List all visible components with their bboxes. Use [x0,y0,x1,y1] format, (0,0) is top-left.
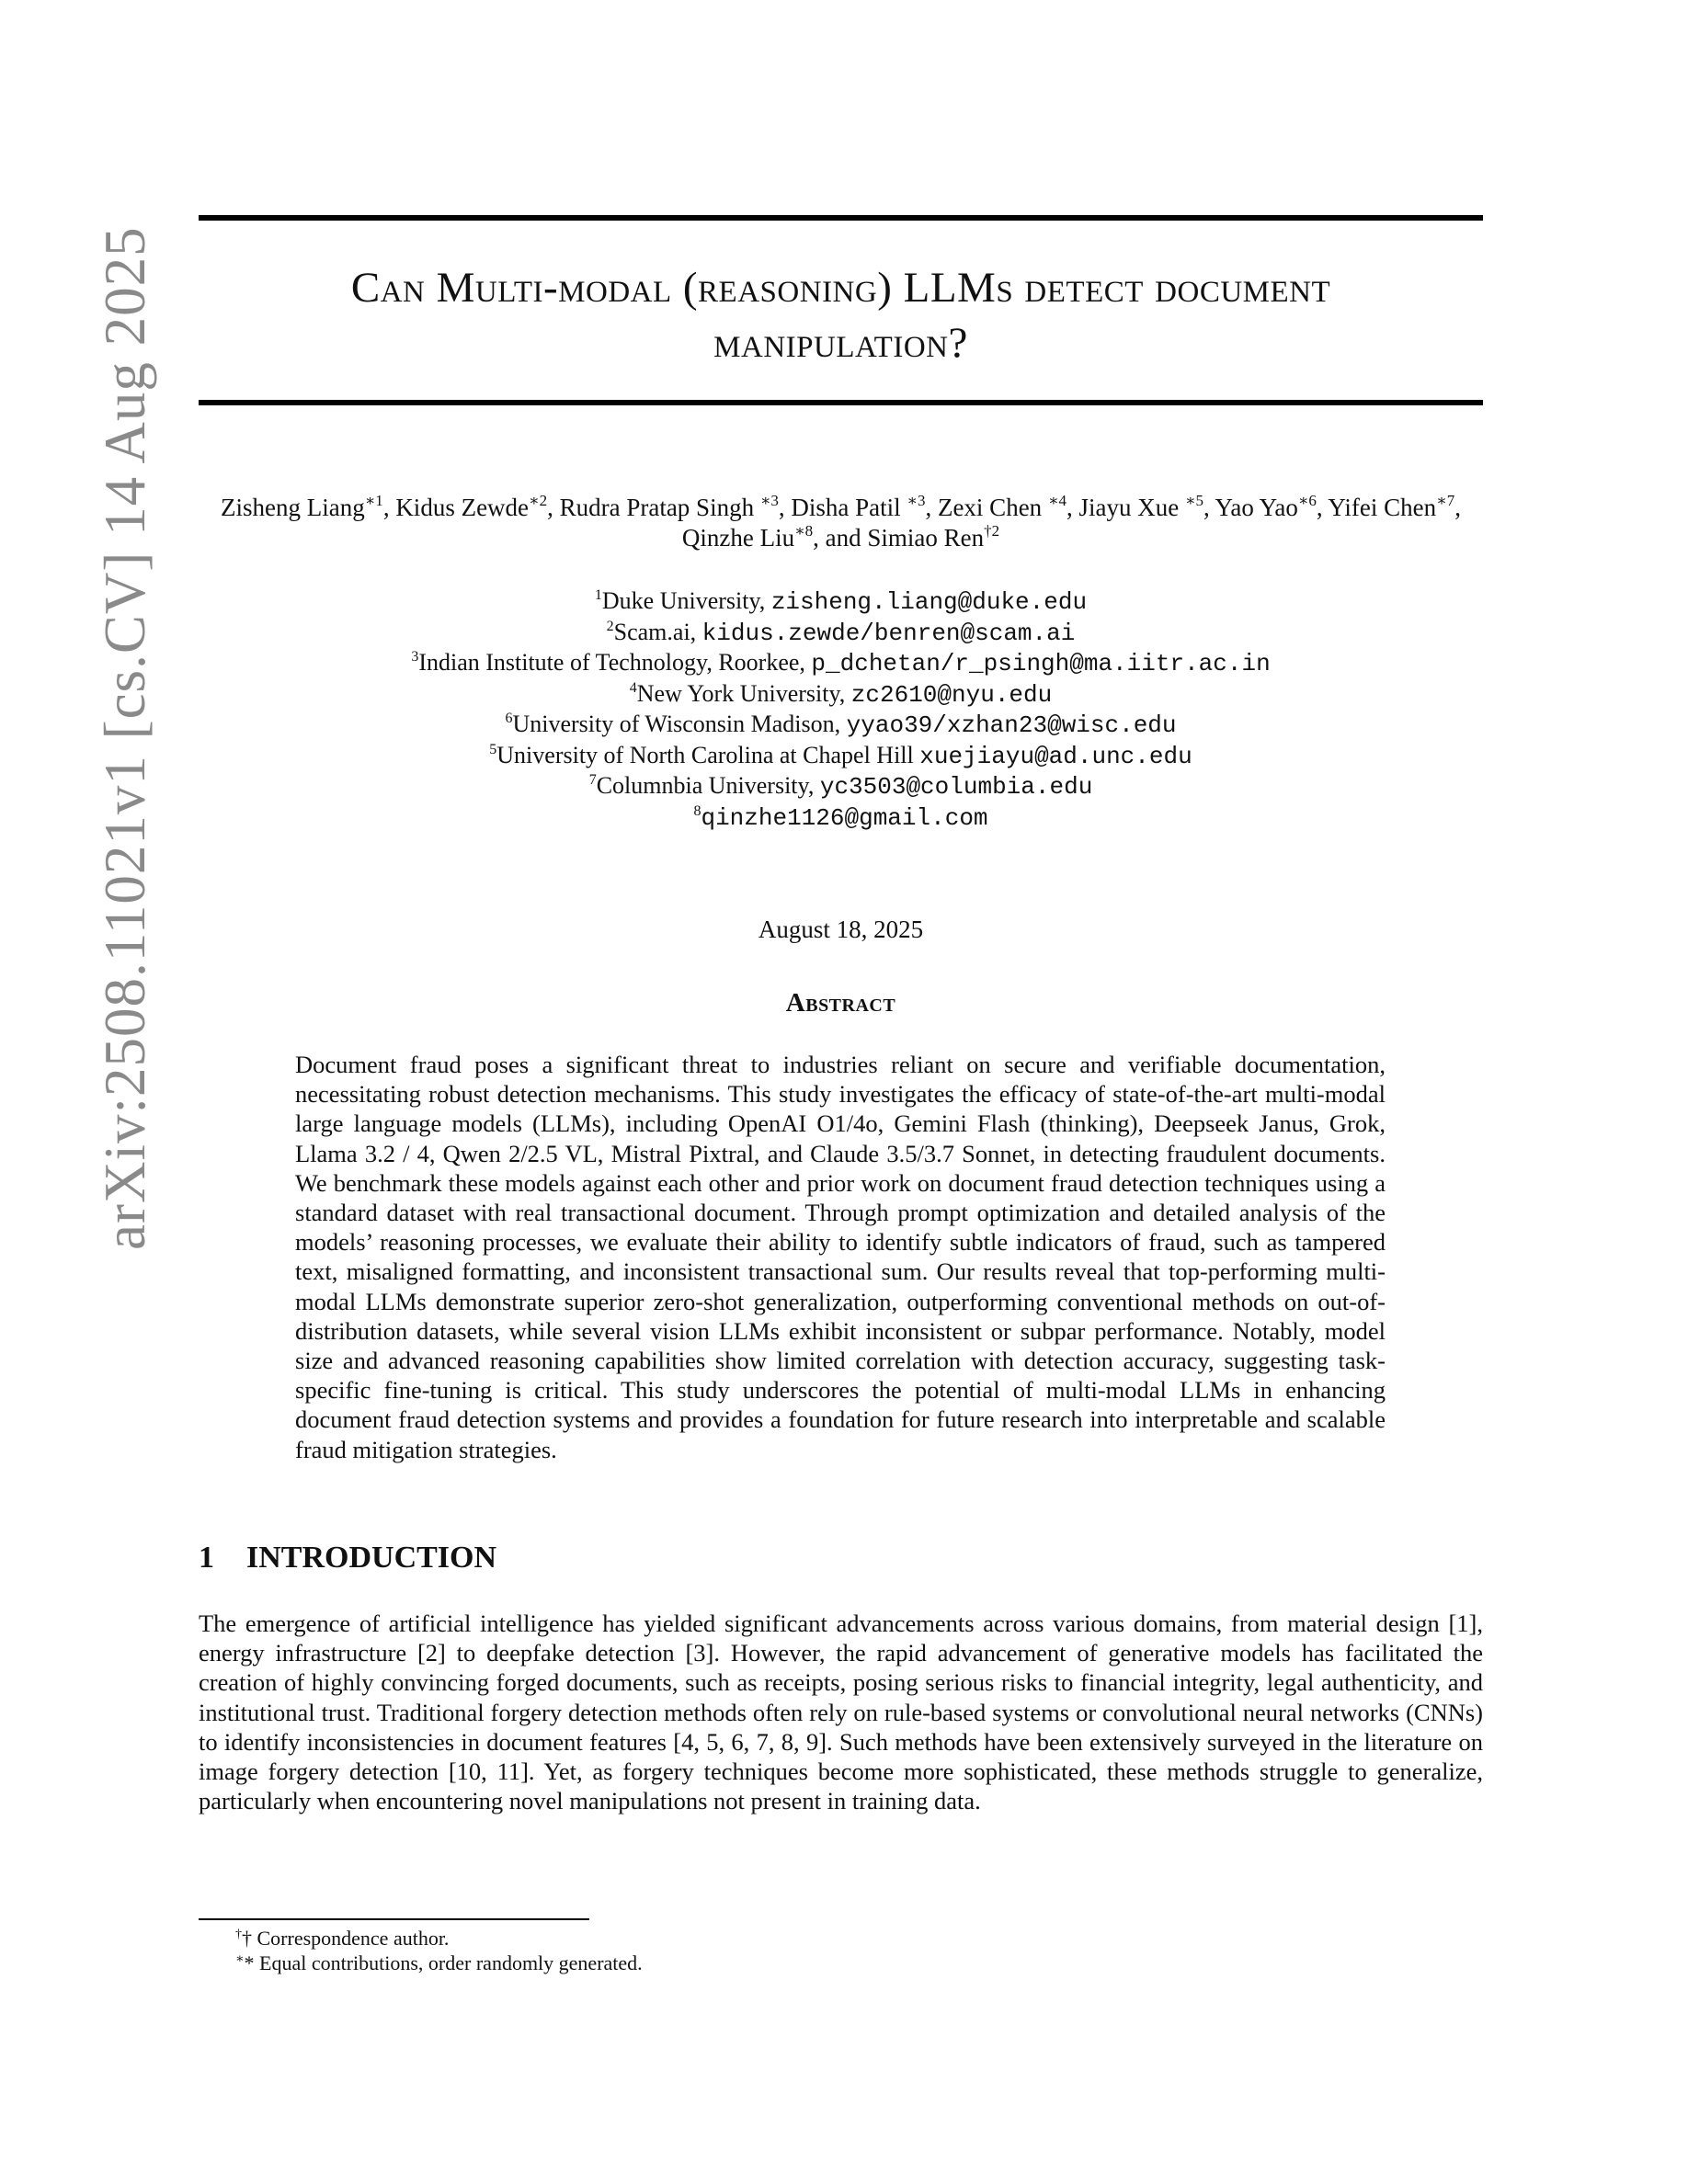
footnote-divider [199,1918,589,1920]
affiliation-item: $^1$Duke University, zisheng.liang@duke.edu [594,587,1088,616]
abstract-text: Document fraud poses a significant threat to industries reliant on secure and verifiable documentation, necessitating robust detection mechanisms. This study investigates the efficacy of state-of-the-art multi-modal large language models (LLMs), including OpenAI O1/4o, Gemini Flash (thinking), Deepseek Janus, Grok, Llama 3.2 / 4, Qwen 2/2.5 VL, Mistral Pixtral, and Claude 3.5/3.7 Sonnet, in detecting fraudulent documents. We benchmark these models against each other and prior work on document fraud detection techniques using a standard dataset with real transactional document. Through prompt optimization and detailed analysis of the models’ reasoning processes, we evaluate their ability to identify subtle indicators of fraud, such as tampered text, misaligned formatting, and inconsistent transactional sum. Our results reveal that top-performing multi-modal LLMs demonstrate superior zero-shot generalization, outperforming conventional methods on out-of-distribution datasets, while several vision LLMs exhibit inconsistent or subpar performance. Notably, model size and advanced reasoning capabilities show limited correlation with detection accuracy, suggesting task-specific fine-tuning is critical. This study underscores the potential of multi-modal LLMs in enhancing document fraud detection systems and provides a foundation for future research into interpretable and scalable fraud mitigation strategies. [295,1051,1386,1463]
abstract-heading: Abstract [785,988,896,1018]
paper-title [199,260,1483,370]
title-rule-bottom [199,400,1483,405]
author: Kidus Zewde$^{∗2}$, [395,492,560,521]
footnote-item: †† Correspondence author. [235,1927,450,1950]
author: Yifei Chen$^{∗7}$, [1328,492,1461,521]
section-heading [199,1541,496,1575]
affiliation-item: $^3$Indian Institute of Technology, Roorkee, p_dchetan/r_psingh@ma.iitr.ac.in [411,649,1271,677]
email-link[interactable]: zisheng.liang@duke.edu [770,588,1088,616]
affiliation-item: $^2$Scam.ai, kidus.zewde/benren@scam.ai [606,618,1076,647]
author: Zisheng Liang$^{∗1}$, [221,492,396,521]
author: Simiao Ren$^{\dagger 2}$ [867,522,1000,552]
section-number: 1 [199,1541,214,1575]
email-link[interactable]: yyao39/xzhan23@wisc.edu [846,711,1177,739]
affiliation-item: $^7$Columnbia University, yc3503@columbia.edu [588,772,1093,801]
email-link[interactable]: zc2610@nyu.edu [850,680,1053,709]
author: Jiayu Xue $^{∗5}$, [1078,492,1215,521]
affiliation-item: $^6$University of Wisconsin Madison, yyao39/xzhan23@wisc.edu [505,711,1177,739]
paper-title-line-2: manipulation? [713,319,968,367]
author: Disha Patil $^{∗3}$, [791,492,938,521]
email-link[interactable]: qinzhe1126@gmail.com [701,803,988,832]
paper-title-line-1: Can Multi-modal (reasoning) LLMs detect document [350,264,1331,312]
author: Qinzhe Liu$^{∗8}$, and [681,522,868,552]
footnote-item: ∗* Equal contributions, order randomly generated. [235,1951,643,1974]
footnotes [235,1926,643,1975]
introduction-paragraph: The emergence of artificial intelligence has yielded significant advancements across various domains, from material design [1], energy infrastructure [2] to deepfake detection [3]. However, the rapid advancement of generative models has facilitated the creation of highly convincing forged documents, such as receipts, posing serious risks to financial integrity, legal authenticity, and institutional trust. Traditional forgery detection methods often rely on rule-based systems or convolutional neural networks (CNNs) to identify inconsistencies in document features [4, 5, 6, 7, 8, 9]. Such methods have been extensively surveyed in the literature on image forgery detection [10, 11]. Yet, as forgery techniques become more sophisticated, these methods struggle to generalize, particularly when encountering novel manipulations not present in training data. [199,1610,1483,1815]
publication-date: August 18, 2025 [758,916,924,943]
email-link[interactable]: kidus.zewde/benren@scam.ai [701,619,1076,647]
email-link[interactable]: xuejiayu@ad.unc.edu [919,742,1192,770]
author: Rudra Pratap Singh $^{∗3}$, [559,492,792,521]
affiliation-list [199,586,1483,833]
affiliation-item: $^5$University of North Carolina at Chapel Hill xuejiayu@ad.unc.edu [489,741,1192,770]
affiliation-item: $^8$qinzhe1126@gmail.com [693,802,988,832]
email-link[interactable]: yc3503@columbia.edu [819,773,1093,801]
author-list [199,493,1483,553]
author: Zexi Chen $^{∗4}$, [937,492,1079,521]
section-title: INTRODUCTION [246,1541,497,1575]
title-rule-top [199,215,1483,221]
affiliation-item: $^4$New York University, zc2610@nyu.edu [629,679,1053,709]
arxiv-identifier-stamp: arXiv:2508.11021v1 [cs.CV] 14 Aug 2025 [93,226,157,1250]
author: Yao Yao$^{∗6}$, [1215,492,1329,521]
email-link[interactable]: p_dchetan/r_psingh@ma.iitr.ac.in [811,650,1271,677]
